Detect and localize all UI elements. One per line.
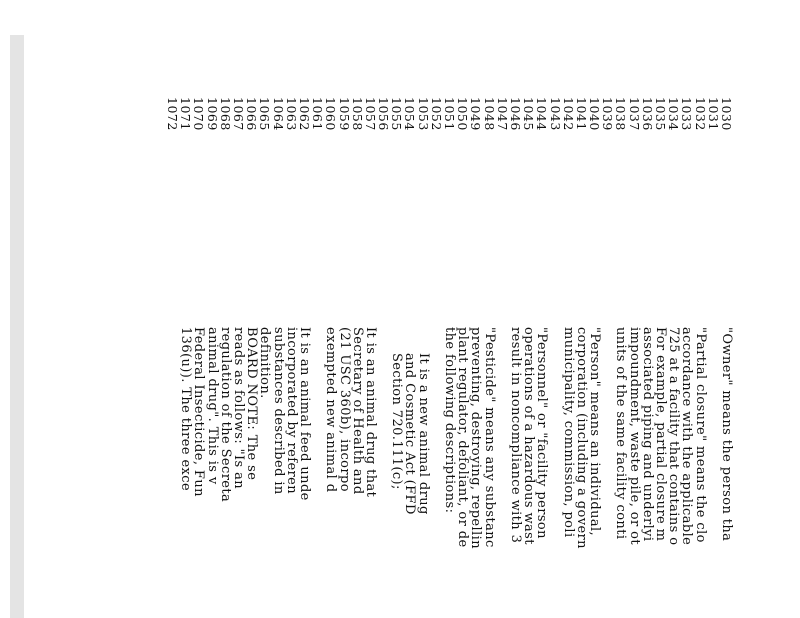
line-number: 1049: [468, 97, 484, 131]
line-number: 1071: [178, 97, 194, 131]
text-line: [311, 327, 324, 618]
text-line: [707, 327, 720, 618]
text-line: "Owner" means the person tha: [719, 327, 734, 542]
line-number: 1070: [191, 97, 207, 131]
line-number: 1033: [679, 97, 695, 131]
line-number: 1058: [349, 97, 365, 131]
text-line: associated piping and underlyi: [639, 327, 655, 542]
text-line: impoundment, waste pile, or ot: [626, 327, 642, 546]
text-line: animal drug". This is v: [204, 327, 220, 485]
line-number: 1046: [508, 97, 523, 131]
text-line: plant regulator, defoliant, or de: [455, 327, 471, 548]
text-line: "Personnel" or "facility person: [534, 327, 550, 539]
line-number: 1040: [587, 97, 603, 131]
text-line: the following descriptions:: [442, 327, 458, 514]
text-line: [496, 327, 509, 618]
line-number: 1055: [389, 97, 405, 131]
line-number: 1050: [455, 97, 471, 131]
text-line: Secretary of Health and: [349, 327, 365, 495]
text-line: "Person" means an individual,: [587, 327, 603, 537]
line-number: 1066: [244, 97, 260, 131]
text-line: reads as follows: "Is an: [231, 327, 247, 490]
line-number: 1063: [283, 97, 299, 131]
line-number: 1068: [217, 97, 233, 131]
text-line: BOARD NOTE: The se: [244, 327, 260, 481]
line-number: 1038: [613, 97, 629, 131]
text-line: [430, 327, 443, 618]
line-number: 1057: [362, 97, 378, 131]
text-line: [601, 327, 614, 618]
line-number: 1072: [165, 97, 181, 131]
text-line: [377, 327, 390, 618]
line-number: 1059: [336, 97, 352, 131]
text-line: 136(u)). The three exce: [178, 327, 194, 492]
text-line: accordance with the applicable: [679, 327, 695, 546]
text-line: It is an animal feed unde: [297, 327, 312, 501]
line-number: 1053: [415, 97, 431, 131]
text-line: It is an animal drug that: [362, 327, 378, 498]
line-number: 1062: [297, 97, 312, 131]
rotated-document-body: [113, 97, 733, 618]
text-line: It is a new animal drug: [415, 353, 431, 515]
line-number: 1061: [310, 97, 326, 131]
text-line: 725 at a facility that contains o: [666, 327, 682, 546]
text-line: and Cosmetic Act (FFD: [402, 353, 418, 515]
line-number: 1069: [204, 97, 220, 131]
line-number: 1060: [323, 97, 339, 131]
text-line: [166, 327, 179, 618]
document-text-column: [166, 327, 733, 618]
line-number: 1051: [442, 97, 458, 131]
text-line: "Pesticide" means any substanc: [481, 327, 497, 548]
line-number: 1043: [547, 97, 563, 131]
text-line: exempted new animal d: [323, 327, 339, 493]
line-number: 1039: [600, 97, 616, 131]
line-number: 1034: [666, 97, 682, 131]
line-number: 1067: [231, 97, 247, 131]
line-number: 1036: [639, 97, 655, 131]
text-line: regulation of the Secreta: [217, 327, 233, 503]
line-number: 1041: [573, 97, 589, 131]
line-number: 1065: [257, 97, 273, 131]
text-line: "Partial closure" means the clo: [692, 327, 708, 543]
line-number: 1037: [626, 97, 642, 131]
text-line: definition.: [257, 327, 273, 399]
line-number: 1032: [692, 97, 708, 131]
line-number: 1042: [560, 97, 576, 131]
line-number: 1064: [270, 97, 286, 131]
text-line: corporation (including a govern: [573, 327, 589, 549]
line-number: 1045: [521, 97, 537, 131]
line-number: 1052: [428, 97, 444, 131]
text-line: incorporated by referen: [283, 327, 299, 495]
line-number: 1030: [719, 97, 734, 131]
text-line: substances described in: [270, 327, 286, 495]
text-line: units of the same facility conti: [613, 327, 629, 540]
text-line: Section 720.111(c);: [389, 353, 405, 490]
line-number: 1031: [705, 97, 721, 131]
line-number-column: [166, 97, 733, 137]
text-line: Federal Insecticide, Fun: [191, 327, 207, 497]
line-number: 1048: [481, 97, 497, 131]
text-line: For example, partial closure m: [653, 327, 669, 542]
line-number: 1044: [534, 97, 550, 131]
text-line: (21 USC 360b), incorpo: [336, 327, 352, 492]
line-number: 1047: [494, 97, 510, 131]
text-line: operations of a hazardous wast: [521, 327, 537, 545]
line-number: 1056: [376, 97, 392, 131]
text-line: [548, 327, 561, 618]
line-number: 1054: [402, 97, 418, 131]
text-line: result in noncompliance with 3: [508, 327, 523, 544]
text-line: preventing, destroying, repellin: [468, 327, 484, 549]
line-number: 1035: [653, 97, 669, 131]
text-line: municipality, commission, poli: [560, 327, 576, 538]
